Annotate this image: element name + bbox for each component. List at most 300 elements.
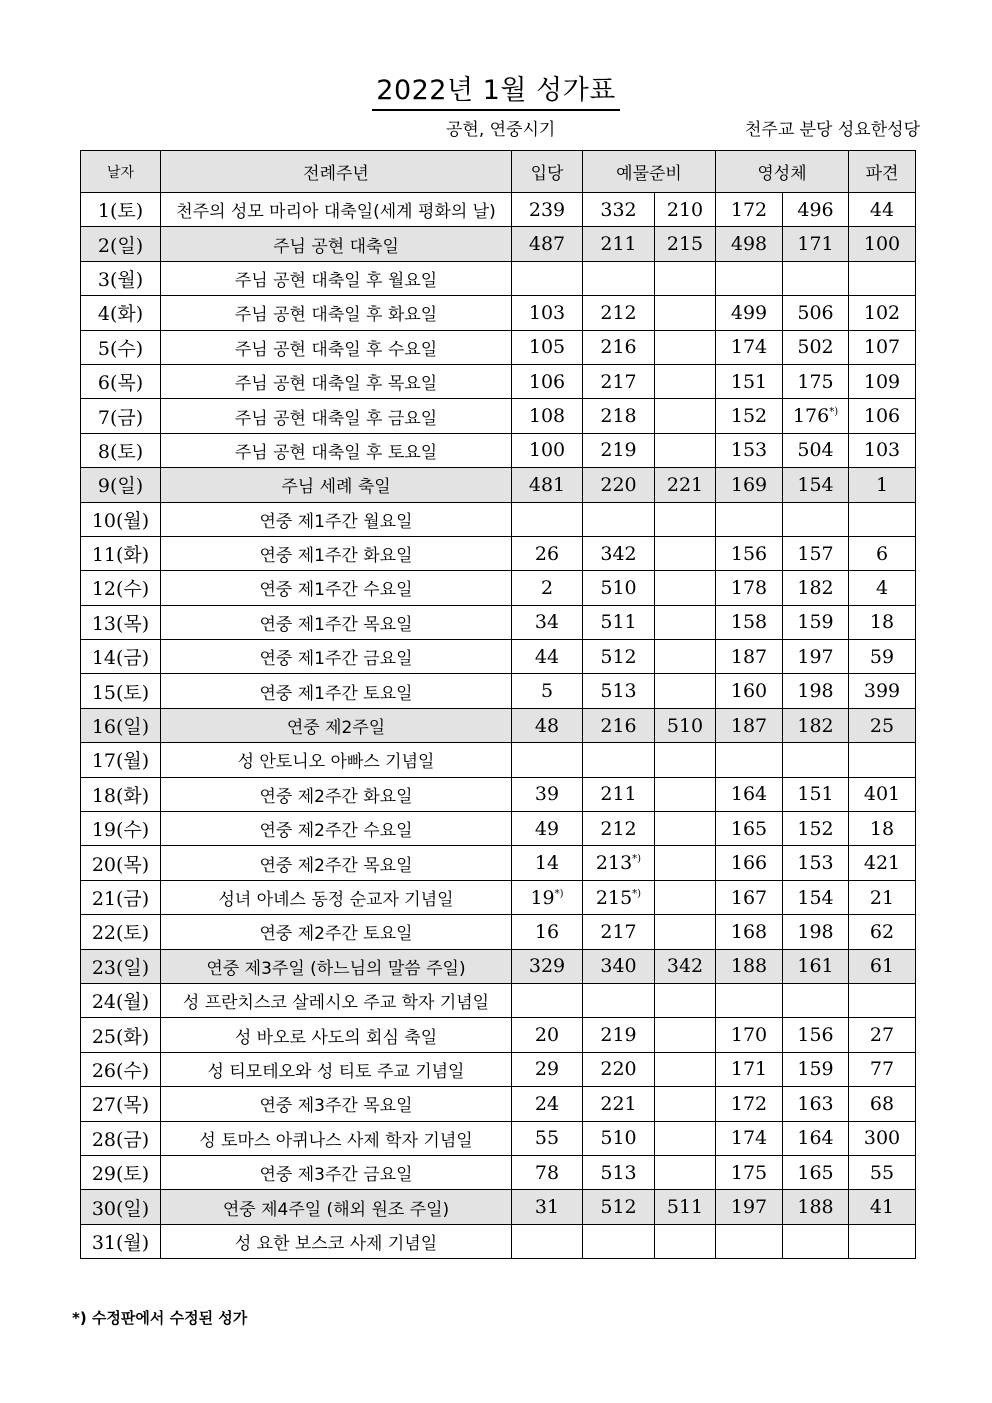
cell-value: 78 — [534, 1161, 560, 1184]
cell-value: 156 — [730, 542, 768, 565]
cell-value: 182 — [797, 576, 834, 599]
cell-communion1 — [716, 1087, 783, 1121]
cell-communion2 — [783, 674, 849, 708]
cell-offertory1 — [583, 777, 655, 811]
cell-communion2 — [783, 880, 849, 914]
cell-date — [81, 399, 161, 433]
cell-recessional — [849, 571, 916, 605]
cell-offertory1 — [583, 1018, 655, 1052]
cell-recessional — [849, 777, 916, 811]
cell-communion1 — [716, 640, 783, 674]
cell-entrance — [512, 1052, 583, 1086]
cell-value: 연중 제2주간 토요일 — [259, 924, 413, 945]
cell-recessional — [849, 983, 916, 1017]
cell-recessional — [849, 261, 916, 295]
cell-value: 239 — [528, 198, 566, 221]
cell-value: 4(화) — [97, 303, 144, 326]
cell-value: 천주의 성모 마리아 대축일(세계 평화의 날) — [176, 202, 496, 223]
cell-offertory1 — [583, 640, 655, 674]
cell-offertory1 — [583, 605, 655, 639]
cell-entrance — [512, 743, 583, 777]
cell-recessional — [849, 1121, 916, 1155]
table-row — [81, 1224, 916, 1258]
cell-communion1 — [716, 949, 783, 983]
cell-recessional — [849, 949, 916, 983]
cell-offertory2 — [655, 193, 716, 227]
cell-value: 주님 공현 대축일 후 토요일 — [234, 442, 438, 463]
cell-offertory2 — [655, 1224, 716, 1258]
cell-recessional — [849, 1190, 916, 1224]
cell-value: 13(목) — [91, 612, 150, 635]
cell-value: 169 — [730, 473, 768, 496]
cell-offertory2 — [655, 777, 716, 811]
cell-date — [81, 296, 161, 330]
cell-offertory1 — [583, 743, 655, 777]
cell-offertory2 — [655, 983, 716, 1017]
cell-value: 20(목) — [91, 853, 150, 876]
cell-entrance — [512, 777, 583, 811]
cell-offertory2 — [655, 399, 716, 433]
cell-offertory2 — [655, 330, 716, 364]
cell-offertory2 — [655, 1155, 716, 1189]
cell-offertory2 — [655, 261, 716, 295]
cell-feast — [161, 1224, 512, 1258]
cell-value: 62 — [869, 920, 895, 943]
cell-offertory2 — [655, 915, 716, 949]
cell-date — [81, 502, 161, 536]
cell-offertory1 — [583, 1224, 655, 1258]
cell-value: 7(금) — [97, 406, 144, 429]
cell-value: 106 — [528, 370, 566, 393]
cell-value: 108 — [528, 405, 566, 428]
cell-value: 502 — [797, 336, 834, 359]
cell-recessional — [849, 364, 916, 398]
cell-feast — [161, 536, 512, 570]
cell-value: 55 — [534, 1127, 560, 1150]
table-row — [81, 1121, 916, 1155]
cell-feast — [161, 571, 512, 605]
cell-value: 연중 제1주간 수요일 — [259, 580, 413, 601]
cell-offertory2 — [655, 296, 716, 330]
cell-value: 172 — [730, 1092, 768, 1115]
header-entrance: 입당 — [512, 151, 583, 193]
table-row — [81, 1190, 916, 1224]
cell-value: 165 — [797, 1161, 834, 1184]
cell-offertory2 — [655, 536, 716, 570]
cell-feast — [161, 193, 512, 227]
table-row — [81, 915, 916, 949]
cell-entrance — [512, 605, 583, 639]
cell-value: 연중 제1주간 토요일 — [259, 683, 413, 704]
cell-date — [81, 261, 161, 295]
cell-communion1 — [716, 846, 783, 880]
cell-value: 170 — [730, 1024, 768, 1047]
cell-value: 197 — [797, 645, 834, 668]
cell-offertory1 — [583, 949, 655, 983]
cell-value: 188 — [730, 955, 768, 978]
cell-entrance — [512, 1190, 583, 1224]
cell-communion2 — [783, 1018, 849, 1052]
cell-offertory2 — [655, 1087, 716, 1121]
cell-feast — [161, 640, 512, 674]
cell-offertory2 — [655, 468, 716, 502]
cell-feast — [161, 1087, 512, 1121]
cell-value: 175 — [797, 370, 834, 393]
cell-entrance — [512, 399, 583, 433]
cell-recessional — [849, 1224, 916, 1258]
cell-offertory1 — [583, 708, 655, 742]
cell-feast — [161, 364, 512, 398]
cell-recessional — [849, 1052, 916, 1086]
cell-offertory2 — [655, 846, 716, 880]
cell-value: 18 — [869, 817, 895, 840]
cell-communion1 — [716, 880, 783, 914]
cell-communion1 — [716, 1224, 783, 1258]
cell-date — [81, 708, 161, 742]
cell-value: 174 — [730, 1127, 768, 1150]
cell-communion1 — [716, 227, 783, 261]
cell-value: 68 — [869, 1092, 895, 1115]
cell-communion2 — [783, 846, 849, 880]
cell-value: 24 — [534, 1092, 560, 1115]
cell-communion1 — [716, 433, 783, 467]
cell-value: 156 — [797, 1024, 834, 1047]
cell-communion2 — [783, 364, 849, 398]
cell-entrance — [512, 949, 583, 983]
cell-value: 26 — [534, 542, 560, 565]
cell-date — [81, 193, 161, 227]
cell-value: 12(수) — [91, 578, 150, 601]
cell-entrance — [512, 330, 583, 364]
cell-value: 511 — [666, 1196, 704, 1219]
cell-recessional — [849, 812, 916, 846]
table-row — [81, 846, 916, 880]
cell-value: 22(토) — [91, 922, 150, 945]
cell-value: 44 — [869, 198, 895, 221]
cell-communion2 — [783, 777, 849, 811]
hymn-table — [80, 150, 916, 1259]
cell-entrance — [512, 296, 583, 330]
table-row — [81, 708, 916, 742]
cell-value: 421 — [863, 852, 901, 875]
cell-value: 210 — [666, 198, 704, 221]
cell-value: 연중 제3주간 목요일 — [259, 1096, 413, 1117]
cell-value: 연중 제2주간 수요일 — [259, 821, 413, 842]
header-communion: 영성체 — [716, 151, 849, 193]
cell-value: 34 — [534, 611, 560, 634]
cell-value: 성 토마스 아퀴나스 사제 학자 기념일 — [199, 1130, 473, 1151]
cell-value: 31(월) — [91, 1231, 150, 1254]
cell-date — [81, 364, 161, 398]
cell-value: 41 — [869, 1196, 895, 1219]
cell-offertory2 — [655, 674, 716, 708]
cell-value: 164 — [730, 783, 768, 806]
cell-recessional — [849, 399, 916, 433]
cell-value: 19(수) — [91, 819, 150, 842]
cell-value: 59 — [869, 645, 895, 668]
table-header-row — [81, 151, 916, 193]
cell-value: 332 — [600, 198, 637, 221]
cell-value: 61 — [869, 955, 895, 978]
cell-value: 8(토) — [97, 440, 144, 463]
cell-value: 213 — [595, 852, 633, 875]
cell-date — [81, 468, 161, 502]
cell-offertory1 — [583, 983, 655, 1017]
cell-value: 159 — [797, 611, 834, 634]
cell-communion1 — [716, 777, 783, 811]
cell-value: 27(목) — [91, 1094, 150, 1117]
cell-value: 21(금) — [91, 888, 150, 910]
table-row — [81, 364, 916, 398]
cell-value: 166 — [730, 852, 768, 875]
cell-recessional — [849, 640, 916, 674]
cell-entrance — [512, 468, 583, 502]
table-row — [81, 743, 916, 777]
cell-recessional — [849, 846, 916, 880]
page-title-wrap — [0, 68, 992, 111]
cell-value: 연중 제1주간 목요일 — [259, 614, 413, 635]
cell-value: 주님 공현 대축일 후 금요일 — [234, 408, 438, 429]
cell-offertory2 — [655, 743, 716, 777]
cell-feast — [161, 605, 512, 639]
cell-communion2 — [783, 1190, 849, 1224]
cell-date — [81, 640, 161, 674]
cell-entrance — [512, 708, 583, 742]
cell-date — [81, 536, 161, 570]
cell-value: 160 — [730, 680, 768, 703]
cell-value: 211 — [600, 783, 637, 806]
cell-communion1 — [716, 1155, 783, 1189]
cell-date — [81, 571, 161, 605]
cell-value: 216 — [600, 714, 637, 737]
cell-offertory2 — [655, 880, 716, 914]
cell-date — [81, 880, 161, 914]
cell-value: 157 — [797, 542, 834, 565]
cell-communion1 — [716, 193, 783, 227]
cell-entrance — [512, 571, 583, 605]
cell-value: 187 — [730, 645, 768, 668]
cell-communion1 — [716, 330, 783, 364]
cell-value: 5 — [540, 680, 554, 703]
cell-offertory2 — [655, 364, 716, 398]
cell-value: 512 — [600, 645, 637, 668]
cell-value: 175 — [730, 1161, 768, 1184]
cell-feast — [161, 880, 512, 914]
cell-value: 주님 공현 대축일 후 화요일 — [234, 305, 438, 326]
cell-offertory1 — [583, 1190, 655, 1224]
cell-offertory1 — [583, 227, 655, 261]
cell-value: 16(일) — [91, 716, 150, 739]
cell-offertory1 — [583, 399, 655, 433]
cell-communion2 — [783, 1121, 849, 1155]
cell-value: 221 — [666, 473, 704, 496]
cell-value: 171 — [730, 1058, 768, 1081]
table-row — [81, 399, 916, 433]
cell-value: 221 — [600, 1092, 637, 1115]
cell-value: 211 — [600, 233, 637, 256]
cell-value: 481 — [528, 473, 566, 496]
cell-recessional — [849, 915, 916, 949]
cell-date — [81, 433, 161, 467]
cell-value: 48 — [534, 714, 560, 737]
cell-value: 106 — [863, 405, 901, 428]
cell-communion2 — [783, 227, 849, 261]
cell-offertory2 — [655, 571, 716, 605]
cell-value: 220 — [600, 1058, 637, 1081]
cell-feast — [161, 1155, 512, 1189]
cell-entrance — [512, 433, 583, 467]
cell-entrance — [512, 915, 583, 949]
cell-feast — [161, 330, 512, 364]
cell-value: 주님 공현 대축일 후 월요일 — [234, 270, 438, 291]
cell-value: 510 — [600, 576, 637, 599]
cell-value: 18(화) — [91, 784, 150, 807]
cell-communion2 — [783, 433, 849, 467]
cell-offertory1 — [583, 468, 655, 502]
cell-communion2 — [783, 1155, 849, 1189]
cell-offertory1 — [583, 1121, 655, 1155]
cell-recessional — [849, 433, 916, 467]
cell-communion1 — [716, 502, 783, 536]
header-recessional: 파견 — [849, 151, 916, 193]
cell-value: 15(토) — [91, 681, 150, 704]
cell-entrance — [512, 880, 583, 914]
cell-date — [81, 227, 161, 261]
cell-value: 152 — [797, 817, 834, 840]
cell-communion2 — [783, 502, 849, 536]
cell-value: 219 — [600, 439, 637, 462]
cell-value: 197 — [730, 1196, 768, 1219]
cell-feast — [161, 1190, 512, 1224]
cell-value: 103 — [528, 301, 566, 324]
table-row — [81, 536, 916, 570]
cell-value: 성 요한 보스코 사제 기념일 — [234, 1233, 438, 1254]
cell-value: 성 안토니오 아빠스 기념일 — [237, 752, 435, 773]
cell-value: 216 — [600, 336, 637, 359]
cell-value: 217 — [600, 370, 637, 393]
cell-value: 212 — [600, 817, 637, 840]
cell-value: 25(화) — [91, 1025, 150, 1048]
cell-value: 198 — [797, 680, 834, 703]
cell-communion1 — [716, 605, 783, 639]
cell-value: 3(월) — [97, 268, 144, 291]
cell-date — [81, 330, 161, 364]
cell-entrance — [512, 812, 583, 846]
cell-value: 506 — [797, 301, 834, 324]
cell-value: 329 — [528, 955, 566, 978]
cell-value: 153 — [730, 439, 768, 462]
cell-offertory2 — [655, 949, 716, 983]
cell-communion2 — [783, 1087, 849, 1121]
cell-value: 219 — [600, 1024, 637, 1047]
revision-mark: *) — [554, 888, 564, 900]
cell-value: 198 — [797, 920, 834, 943]
cell-date — [81, 1018, 161, 1052]
cell-value: 151 — [730, 370, 768, 393]
cell-value: 102 — [863, 301, 901, 324]
table-row — [81, 193, 916, 227]
cell-feast — [161, 983, 512, 1017]
cell-value: 510 — [600, 1127, 637, 1150]
header-feast: 전례주년 — [161, 151, 512, 193]
cell-value: 161 — [797, 955, 834, 978]
cell-value: 성 프란치스코 살레시오 주교 학자 기념일 — [182, 993, 490, 1014]
table-row — [81, 949, 916, 983]
cell-value: 주님 공현 대축일 후 목요일 — [234, 374, 438, 395]
cell-offertory2 — [655, 708, 716, 742]
cell-value: 167 — [730, 886, 768, 909]
cell-date — [81, 846, 161, 880]
cell-value: 16 — [534, 920, 560, 943]
cell-value: 24(월) — [91, 991, 150, 1014]
cell-date — [81, 812, 161, 846]
cell-offertory2 — [655, 605, 716, 639]
table-row — [81, 227, 916, 261]
cell-offertory2 — [655, 227, 716, 261]
cell-communion2 — [783, 743, 849, 777]
cell-value: 25 — [869, 714, 895, 737]
table-row — [81, 261, 916, 295]
cell-value: 153 — [797, 852, 834, 875]
cell-communion1 — [716, 915, 783, 949]
cell-value: 연중 제2주간 화요일 — [259, 786, 413, 807]
cell-value: 187 — [730, 714, 768, 737]
table-row — [81, 777, 916, 811]
cell-value: 165 — [730, 817, 768, 840]
cell-communion2 — [783, 1224, 849, 1258]
cell-value: 27 — [869, 1024, 895, 1047]
cell-value: 159 — [797, 1058, 834, 1081]
cell-date — [81, 743, 161, 777]
table-row — [81, 330, 916, 364]
cell-feast — [161, 1018, 512, 1052]
cell-feast — [161, 468, 512, 502]
cell-communion2 — [783, 605, 849, 639]
cell-value: 주님 공현 대축일 — [273, 236, 399, 257]
cell-communion1 — [716, 812, 783, 846]
cell-entrance — [512, 983, 583, 1017]
cell-offertory1 — [583, 1087, 655, 1121]
cell-value: 510 — [666, 714, 704, 737]
cell-recessional — [849, 468, 916, 502]
table-row — [81, 812, 916, 846]
table-row — [81, 605, 916, 639]
cell-offertory1 — [583, 1155, 655, 1189]
cell-recessional — [849, 296, 916, 330]
cell-offertory1 — [583, 502, 655, 536]
cell-value: 49 — [534, 817, 560, 840]
cell-entrance — [512, 502, 583, 536]
table-row — [81, 983, 916, 1017]
cell-recessional — [849, 605, 916, 639]
parish-name: 천주교 분당 성요한성당 — [744, 120, 920, 140]
cell-communion1 — [716, 1121, 783, 1155]
cell-value: 399 — [863, 680, 901, 703]
cell-communion2 — [783, 261, 849, 295]
cell-value: 1 — [875, 473, 889, 496]
cell-value: 2(일) — [97, 234, 144, 257]
cell-value: 109 — [863, 370, 901, 393]
cell-value: 1(토) — [97, 200, 144, 223]
cell-value: 주님 세례 축일 — [281, 477, 391, 498]
cell-value: 17(월) — [91, 750, 150, 773]
cell-communion1 — [716, 536, 783, 570]
cell-value: 164 — [797, 1127, 834, 1150]
table-row — [81, 468, 916, 502]
cell-value: 107 — [863, 336, 901, 359]
cell-date — [81, 983, 161, 1017]
cell-communion1 — [716, 468, 783, 502]
